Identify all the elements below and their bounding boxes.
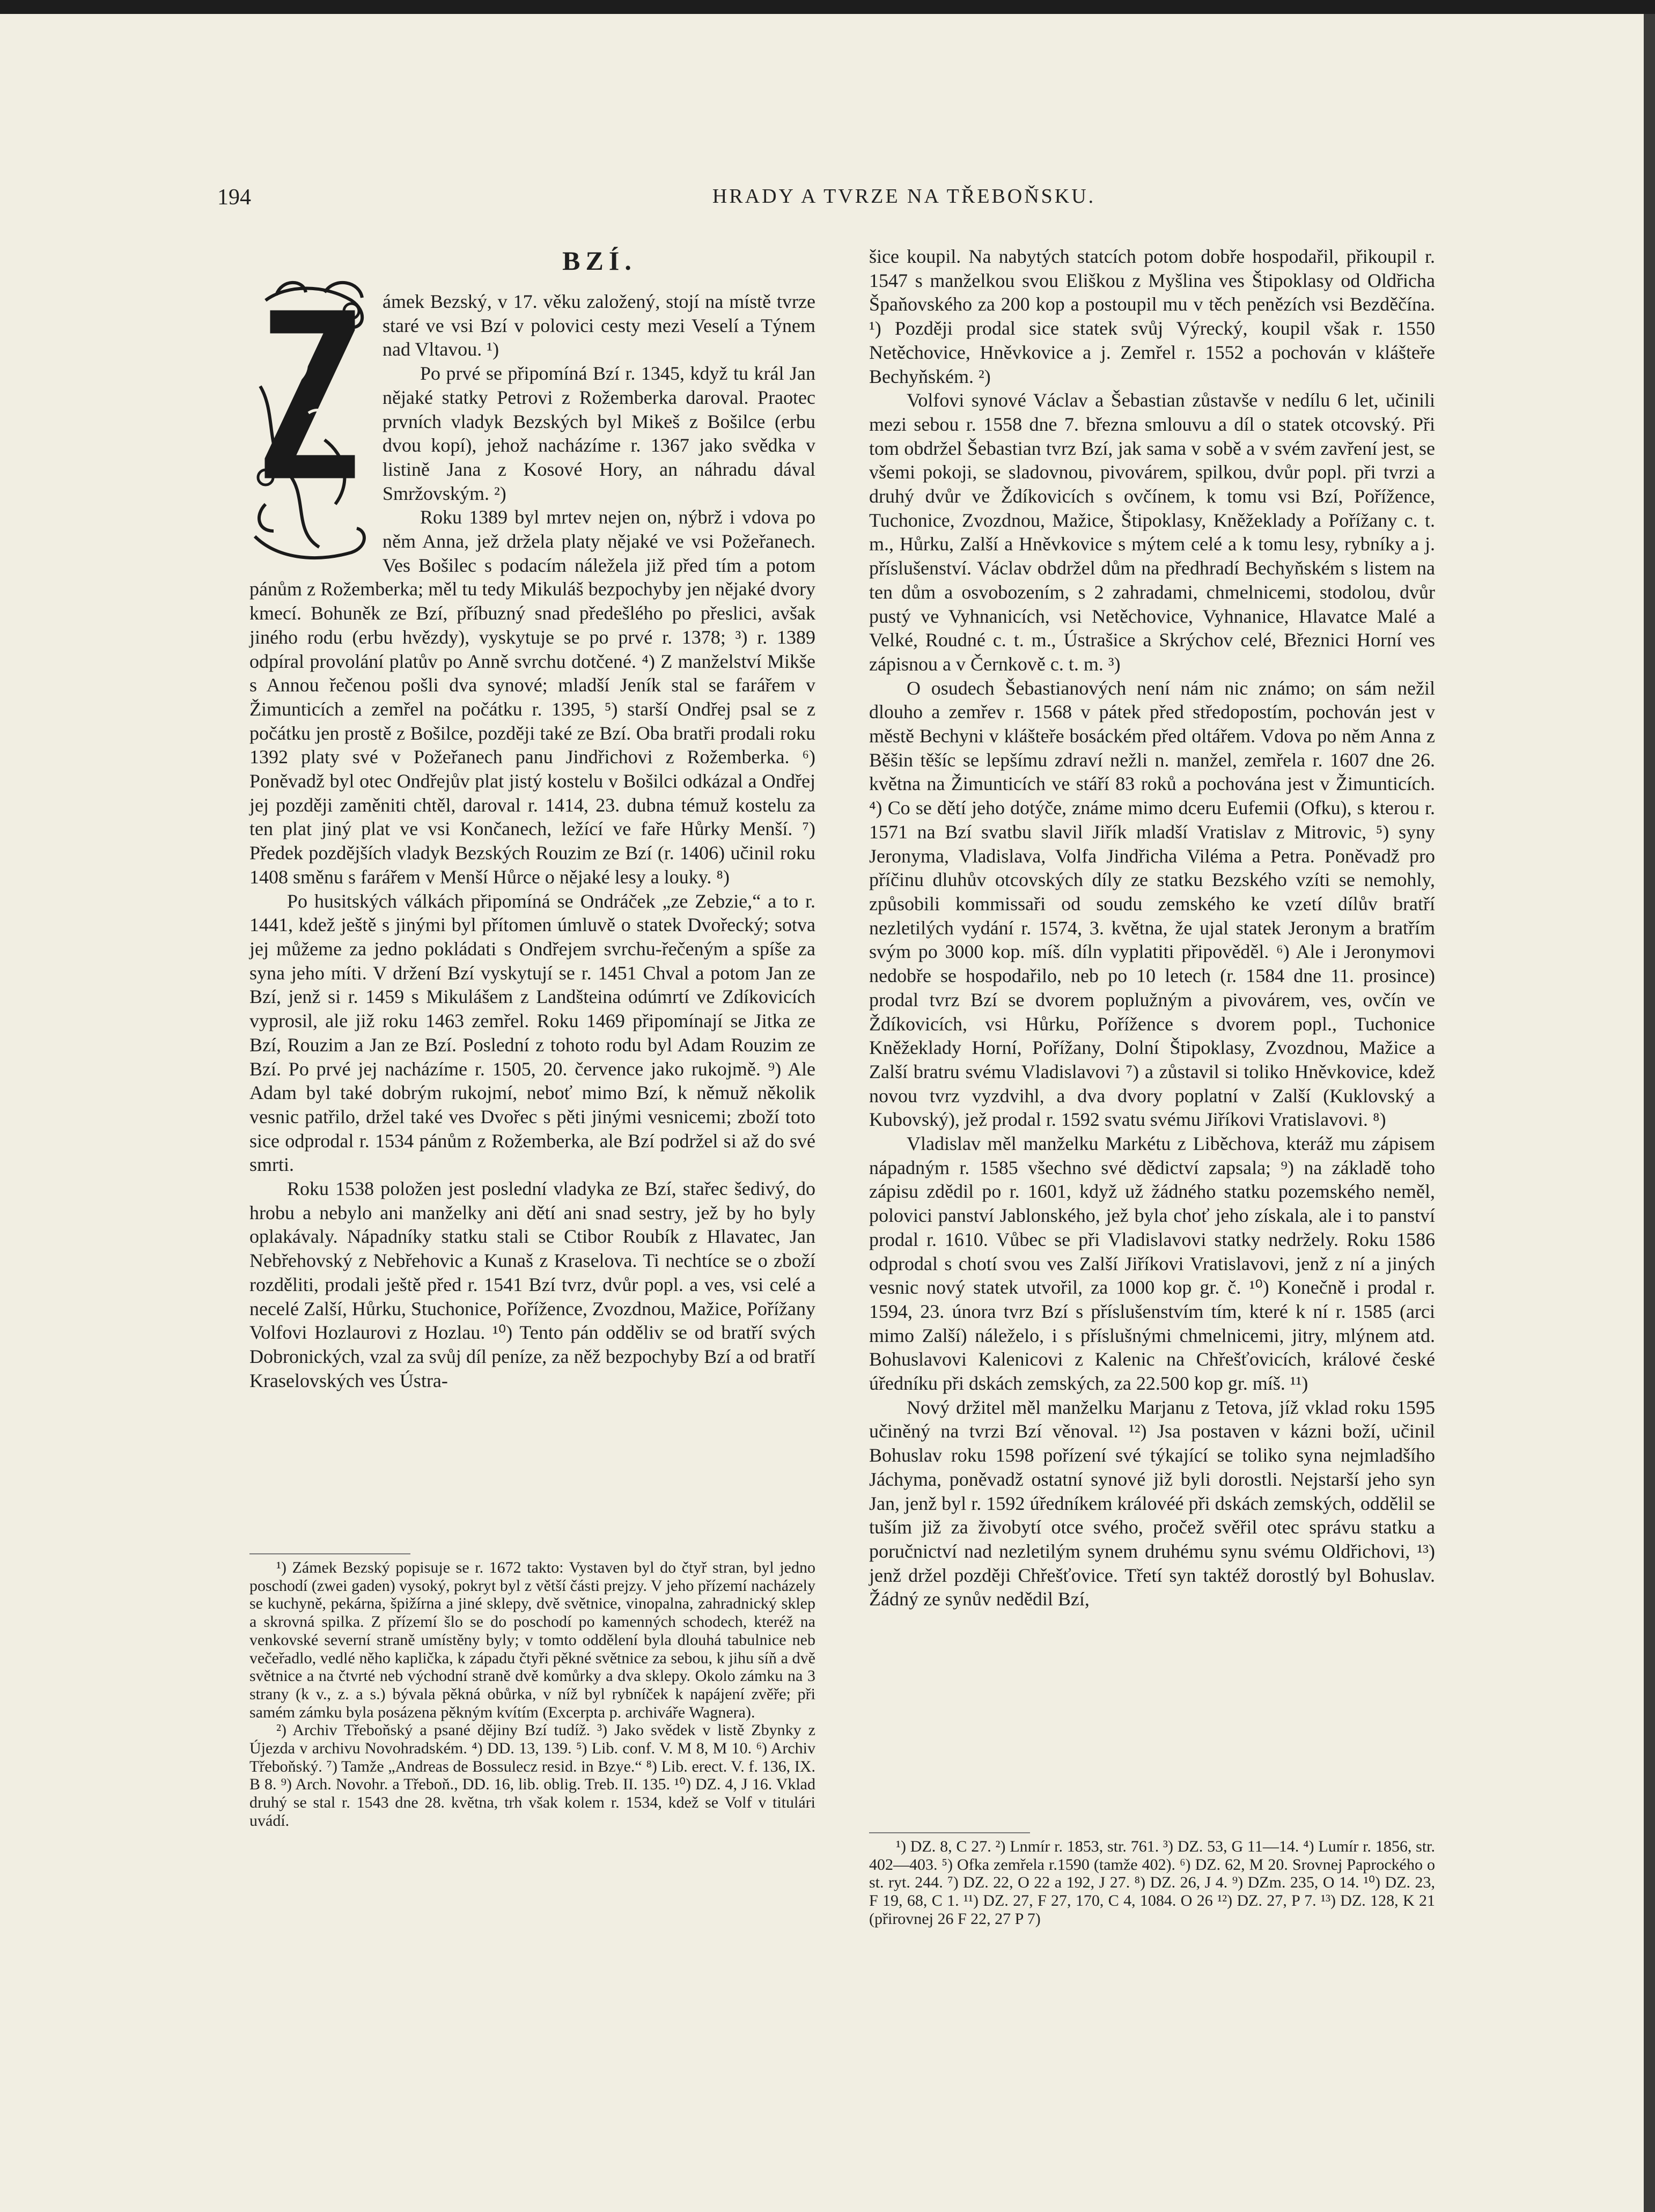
- scan-edge: [1644, 14, 1655, 2212]
- paragraph: Volfovi synové Václav a Šebastian zůstavše v nedílu 6 let, učinili mezi sebou r. 1558 dne 7. března smlouvu a díl o statek otcovský. Při tom obdržel Šebastian tvrz Bzí, jak sama v sobě a v svém zavření jest, se všemi pokoji, se sladovnou, pivovárem, spilkou, dvůr popl. při tvrzi a druhý dvůr ve Ždíkovicích s ovčínem, k tomu vsi Bzí, Pořížence, Tuchonice, Zvozdnou, Mažice, Štipoklasy, Kněžeklady a Pořížany c. t. m., Hůrku, Zalší a Hněvkovice s mýtem celé a k tomu lesy, rybníky a j. příslušenství. Václav obdržel dům na předhradí Bechyňském s listem na ten dům a osvobozením, s 2 zahradami, chmelnicemi, stodolou, dvůr pustý ve Vyhnanicích, vsi Netěchovice, Vyhnanice, Hlavatce Malé a Velké, Roudné c. t. m., Ústrašice a Skrýchov celé, Březnici Horní ves zápisnou a v Černkově c. t. m. ³): [869, 389, 1435, 675]
- right-column: [869, 245, 1435, 1611]
- footnote: ¹) DZ. 8, C 27. ²) Lnmír r. 1853, str. 761. ³) DZ. 53, G 11—14. ⁴) Lumír r. 1856, str. 402—403. ⁵) Ofka zemřela r.1590 (tamže 402). ⁶) DZ. 62, M 20. Srovnej Paprockého o st. ryt. 244. ⁷) DZ. 22, O 22 a 192, J 27. ⁸) DZ. 26, J 4. ⁹) DZm. 235, O 14. ¹⁰) DZ. 23, F 19, 68, C 1. ¹¹) DZ. 27, F 27, 170, C 4, 1084. O 26 ¹²) DZ. 27, P 7. ¹³) DZ. 128, K 21 (přirovnej 26 F 22, 27 P 7): [869, 1838, 1435, 1928]
- paragraph: Po prvé se připomíná Bzí r. 1345, když tu král Jan nějaké statky Petrovi z Rožemberka daroval. Praotec prvních vladyk Bezských byl Mikeš z Bošilce (erbu dvou kopí), jehož nacházíme r. 1367 jako svědka v listině Jana z Kosové Hory, an náhradu dával Smržovským. ²): [383, 363, 815, 504]
- paragraph: O osudech Šebastianových není nám nic známo; on sám nežil dlouho a zemřev r. 1568 v pátek před středopostím, pochován jest v městě Bechyni v klášteře bosáckém před oltářem. Vdova po něm Anna z Běšin těšíc se lepšímu zdraví nežli n. manžel, zemřela r. 1607 dne 26. května na Žimunticích ve stáří 83 roků a pochována jest v Žimunticích. ⁴) Co se dětí jeho dotýče, známe mimo dceru Eufemii (Ofku), s kterou r. 1571 na Bzí svatbu slavil Jiřík mladší Vratislav z Mitrovic, ⁵) syny Jeronyma, Vladislava, Volfa Jindřicha Viléma a Petra. Poněvadž pro příčinu dluhův otcovských díly ze statku Bezského vzíti se nemohly, způsobili kommissaři od soudu zemského ke vzetí dílův bratří nezletilých vydání r. 1574, 3. května, že ujal statek Jeronym a bratřím svým po 3000 kop. míš. díln vyplatiti připověděl. ⁶) Ale i Jeronymovi nedobře se hospodařilo, neb po 10 letech (r. 1584 dne 11. prosince) prodal tvrz Bzí se dvorem poplužným a pivovárem, ves, ovčín ve Ždíkovicích, vsi Hůrku, Pořížence s dvorem popl., Tuchonice Kněžeklady Horní, Pořížany, Dolní Štipoklasy, Zvozdnou, Mažice a Zalší bratru svému Vladislavovi ⁷) a zůstavil si toliko Hněvkovice, kdež novou tvrz vyzdvihl, a dva dvory poplatní v Zalší (Kuklovský a Kubovský), jež prodal r. 1592 svatu svému Jiříkovi Vratislavovi. ⁸): [869, 677, 1435, 1131]
- left-column: [249, 245, 815, 1392]
- section-title: BZÍ.: [562, 246, 637, 276]
- paragraph: šice koupil. Na nabytých statcích potom dobře hospodařil, přikoupil r. 1547 s manželkou svou Eliškou z Myšlina ves Štipoklasy od Oldřicha Špaňovského za 200 kop a postoupil mu v těch penězích vsi Bezděčína. ¹) Později prodal sice statek svůj Výrecký, koupil však r. 1550 Netěchovice, Hněvkovice a j. Zemřel r. 1552 a pochován v klášteře Bechyňském. ²): [869, 246, 1435, 387]
- footnote: ¹) Zámek Bezský popisuje se r. 1672 takto: Vystaven byl do čtyř stran, byl jedno poschodí (zwei gaden) vysoký, pokryt byl z větší části prejzy. V jeho přízemí nacházely se kuchyně, pekárna, špižírna a jiné sklepy, dvě světnice, vinopalna, zahradnický sklep a skrovná spilka. Z přízemí šlo se do poschodí po kamenných schodech, kteréž na venkovské severní straně umístěny byly; v tomto oddělení byla dlouhá tabulnice neb večeřadlo, vedlé něho kaplička, k západu čtyři pěkné světnice za sebou, k jihu síň a dvě světnice a na čtvrté neb východní straně dvě komůrky a dva sklepy. Okolo zámku na 3 strany (k v., z. a s.) bývala pěkná obůrka, v níž byl rybníček k napájení zvěře; při samém zámku byla posázena pěkným kvítím (Excerpta p. archiváře Wagnera).: [249, 1559, 815, 1721]
- running-title: HRADY A TVRZE NA TŘEBOŇSKU.: [712, 185, 1096, 208]
- paragraph: Roku 1538 položen jest poslední vladyka ze Bzí, stařec šedivý, do hrobu a nebylo ani manželky ani dětí ani snad sestry, jež by ho byly oplakávaly. Nápadníky statku stali se Ctibor Roubík z Hlavatec, Jan Nebřehovský z Nebřehovic a Kunaš z Kraselova. Ti nechtíce se o zboží rozděliti, prodali ještě před r. 1541 Bzí tvrz, dvůr popl. a ves, vsi celé a necelé Zalší, Hůrku, Stuchonice, Pořížence, Zvozdnou, Mažice, Pořížany Volfovi Hozlaurovi z Hozlau. ¹⁰) Tento pán odděliv se od bratří svých Dobronických, vzal za svůj díl peníze, za něž bezpochyby Bzí a od bratří Kraselovských ves Ústra-: [249, 1178, 815, 1391]
- footnote-divider: [869, 1832, 1030, 1833]
- paragraph: Po husitských válkách připomíná se Ondráček „ze Zebzie,“ a to r. 1441, kdež ještě s jinými byl přítomen úmluvě o statek Dvořecký; sotva jej můžeme za jedno pokládati s Ondřejem svrchu-řečeným a spíše za syna jeho míti. V držení Bzí vyskytují se r. 1451 Chval a potom Jan ze Bzí, jenž si r. 1459 s Mikulášem z Landšteina odúmrtí ve Zdíkovicích vyprosil, ale již roku 1463 zemřel. Roku 1469 připomínají se Jitka ze Bzí, Rouzim a Jan ze Bzí. Poslední z tohoto rodu byl Adam Rouzim ze Bzí. Po prvé jej nacházíme r. 1505, 20. července jako rukojmě. ⁹) Ale Adam byl také dobrým rukojmí, neboť mimo Bzí, k němuž několik vesnic patřilo, držel také ves Dvořec s pěti jinými vesnicemi; zboží toto sice odprodal r. 1534 pánům z Rožemberka, ale Bzí podržel si až do své smrti.: [249, 890, 815, 1176]
- ornamental-initial-z-icon: [244, 279, 373, 577]
- book-page: [0, 14, 1644, 2212]
- paragraph: ámek Bezský, v 17. věku založený, stojí na místě tvrze staré ve vsi Bzí v polovici cesty mezi Veselí a Týnem nad Vltavou. ¹): [383, 291, 815, 360]
- footnotes-left: [249, 1559, 815, 1830]
- paragraph: Roku 1389 byl mrtev nejen on, nýbrž i vdova po něm Anna, jež držela platy nějaké ve vsi Požeřanech. Ves Bošilec s podacím náležela již před tím a potom pánům z Rožemberka; měl tu tedy Mikuláš bezpochyby jen nějaké dvory kmecí. Bohuněk ze Bzí, příbuzný snad předešlého po přeslici, avšak jiného rodu (erbu hvězdy), vyskytuje se po prvé r. 1378; ³) r. 1389 odpíral provolání platův po Anně svrchu dotčené. ⁴) Z manželství Mikše s Annou řečenou pošli dva synové; mladší Jeník stal se farářem v Žimunticích a zemřel na počátku r. 1395, ⁵) starší Ondřej psal se z počátku jen prostě z Bošilce, později také ze Bzí. Oba bratři prodali roku 1392 platy své v Požeřanech panu Jindřichovi z Rožemberka. ⁶) Poněvadž byl otec Ondřejův plat jistý kostelu v Bošilci odkázal a Ondřej jej později zaměniti chtěl, daroval r. 1414, 23. dubna témuž kostelu za ten plat jiný plat ve vsi Končanech, ležící ve faře Hůrky Menší. ⁷) Předek pozdějších vladyk Bezských Rouzim ze Bzí (r. 1406) učinil roku 1408 směnu s farářem v Menší Hůrce o nějaké lesy a louky. ⁸): [249, 506, 815, 888]
- footnotes-right: [869, 1838, 1435, 1928]
- footnote-divider: [249, 1553, 410, 1554]
- paragraph: Nový držitel měl manželku Marjanu z Tetova, jíž vklad roku 1595 učiněný na tvrzi Bzí věnoval. ¹²) Jsa postaven v kázni boží, učinil Bohuslav roku 1598 pořízení své týkající se toliko syna nejmladšího Jáchyma, poněvadž ostatní synové již byli dorostli. Nejstarší jeho syn Jan, jenž byl r. 1592 úředníkem královéé při dskách zemských, oddělil se tuším již za živobytí otce svého, pročež svěřil otec správu statku a poručnictví nad nezletilým synem druhému synu svému Oldřichovi, ¹³) jenž držel později Chřešťovice. Třetí syn taktéž dorostlý byl Bohuslav. Žádný ze synův nedědil Bzí,: [869, 1396, 1435, 1610]
- paragraph: Vladislav měl manželku Markétu z Liběchova, kteráž mu zápisem nápadným r. 1585 všechno své dědictví zapsala; ⁹) na základě toho zápisu zdědil po r. 1601, když už žádného statku pozemského neměl, polovici panství Jablonského, jež byla choť jeho získala, ale i to panství prodal r. 1610. Vůbec se při Vladislavovi statky nedržely. Roku 1586 odprodal s chotí svou ves Zalší Jiříkovi Vratislavovi, jenž z ní a jiných vesnic nový statek utvořil, za 1000 kop gr. č. ¹⁰) Konečně i prodal r. 1594, 23. února tvrz Bzí s příslušenstvím tím, které k ní r. 1585 (arci mimo Zalší) náleželo, i s příslušnými chmelnicemi, jitry, mlýnem atd. Bohuslavovi Kalenicovi z Kalenic na Chřešťovicích, králové české úředníku při dskách zemských, za 22.500 kop gr. míš. ¹¹): [869, 1133, 1435, 1395]
- footnote: ²) Archiv Třeboňský a psané dějiny Bzí tudíž. ³) Jako svědek v listě Zbynky z Újezda v archivu Novohradském. ⁴) DD. 13, 139. ⁵) Lib. conf. V. M 8, M 10. ⁶) Archiv Třeboňský. ⁷) Tamže „Andreas de Bossulecz resid. in Bzye.“ ⁸) Lib. erect. V. f. 136, IX. B 8. ⁹) Arch. Novohr. a Třeboň., DD. 16, lib. oblig. Treb. II. 135. ¹⁰) DZ. 4, J 16. Vklad druhý se stal r. 1543 dne 28. května, trh však kolem r. 1534, kdež se Volf v titulári uvádí.: [249, 1721, 815, 1830]
- page-header: [217, 185, 1591, 211]
- page-number: 194: [217, 185, 251, 210]
